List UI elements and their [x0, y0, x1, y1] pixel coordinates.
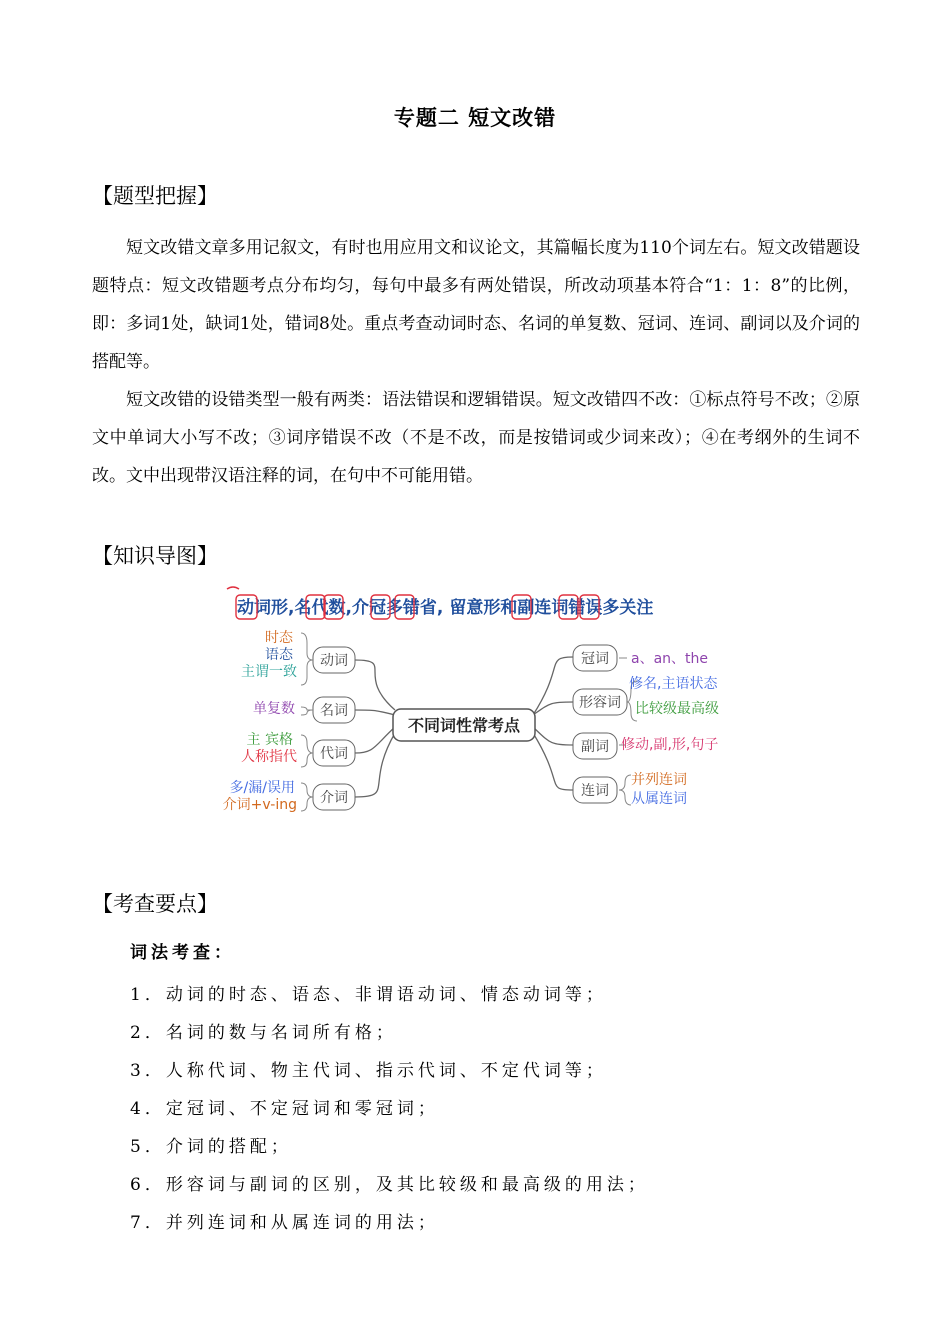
svg-text:并列连词: 并列连词 — [631, 772, 687, 788]
svg-text:语态: 语态 — [265, 647, 293, 663]
svg-text:修名,主语状态: 修名,主语状态 — [629, 676, 718, 692]
svg-text:人称指代: 人称指代 — [241, 749, 297, 765]
left-nodes — [313, 647, 355, 810]
list-item: 3．人称代词、物主代词、指示代词、不定代词等； — [130, 1061, 607, 1081]
page-title: 专题二 短文改错 — [393, 106, 557, 130]
mind-map — [205, 585, 745, 820]
right-notes — [621, 651, 719, 807]
svg-text:时态: 时态 — [265, 630, 293, 646]
right-nodes — [573, 645, 627, 803]
section-heading-map: 【知识导图】 — [92, 544, 218, 568]
node-pronoun: 代词 — [320, 746, 348, 762]
svg-text:主谓一致: 主谓一致 — [241, 664, 297, 680]
node-verb: 动词 — [320, 653, 348, 669]
svg-text:多/漏/误用: 多/漏/误用 — [229, 780, 295, 796]
list-item: 7．并列连词和从属连词的用法； — [130, 1213, 439, 1233]
node-conjunction: 连词 — [581, 783, 609, 799]
section-heading-type: 【题型把握】 — [92, 184, 218, 208]
svg-text:从属连词: 从属连词 — [631, 791, 687, 807]
node-preposition: 介词 — [320, 790, 348, 806]
node-article: 冠词 — [581, 651, 609, 667]
list-item: 2．名词的数与名词所有格； — [130, 1023, 397, 1043]
mindmap-header: 动词形,名代数,介冠多错省, 留意形和副连词错误多关注 — [237, 598, 654, 618]
points-head: 词法考查： — [130, 943, 235, 963]
list-item: 1．动词的时态、语态、非谓语动词、情态动词等； — [130, 985, 607, 1005]
section-heading-points: 【考查要点】 — [92, 892, 218, 916]
list-item: 6．形容词与副词的区别，及其比较级和最高级的用法； — [130, 1175, 649, 1195]
svg-text:比较级最高级: 比较级最高级 — [635, 701, 719, 717]
left-notes — [223, 630, 297, 813]
paragraph: 短文改错的设错类型一般有两类：语法错误和逻辑错误。短文改错四不改：①标点符号不改；②原文中单词大小写不改；③词序错误不改（不是不改，而是按错词或少词来改）；④在考纲外的生词不改。文中出现带汉语注释的词，在句中不可能用错。 — [92, 390, 860, 486]
node-adverb: 副词 — [581, 739, 609, 755]
points-list — [130, 938, 649, 1242]
node-noun: 名词 — [320, 703, 348, 719]
node-adjective: 形容词 — [579, 695, 621, 711]
svg-text:a、an、the: a、an、the — [631, 651, 709, 667]
svg-text:主 宾格: 主 宾格 — [246, 732, 293, 748]
paragraph: 短文改错文章多用记叙文，有时也用应用文和议论文，其篇幅长度为110个词左右。短文改错题设题特点：短文改错题考点分布均匀，每句中最多有两处错误，所改动项基本符合“1：1：8”的比例，即：多词1处，缺词1处，错词8处。重点考查动词时态、名词的单复数、冠词、连词、副词以及介词的搭配等。 — [92, 238, 860, 372]
left-braces — [301, 633, 313, 811]
svg-text:修动,副,形,句子: 修动,副,形,句子 — [621, 737, 719, 753]
center-node-label: 不同词性常考点 — [407, 716, 521, 735]
svg-text:单复数: 单复数 — [253, 701, 295, 717]
svg-text:介词+v-ing: 介词+v-ing — [222, 797, 297, 813]
list-item: 4．定冠词、不定冠词和零冠词； — [130, 1099, 439, 1119]
list-item: 5．介词的搭配； — [130, 1137, 292, 1157]
accent-mark — [227, 587, 239, 589]
